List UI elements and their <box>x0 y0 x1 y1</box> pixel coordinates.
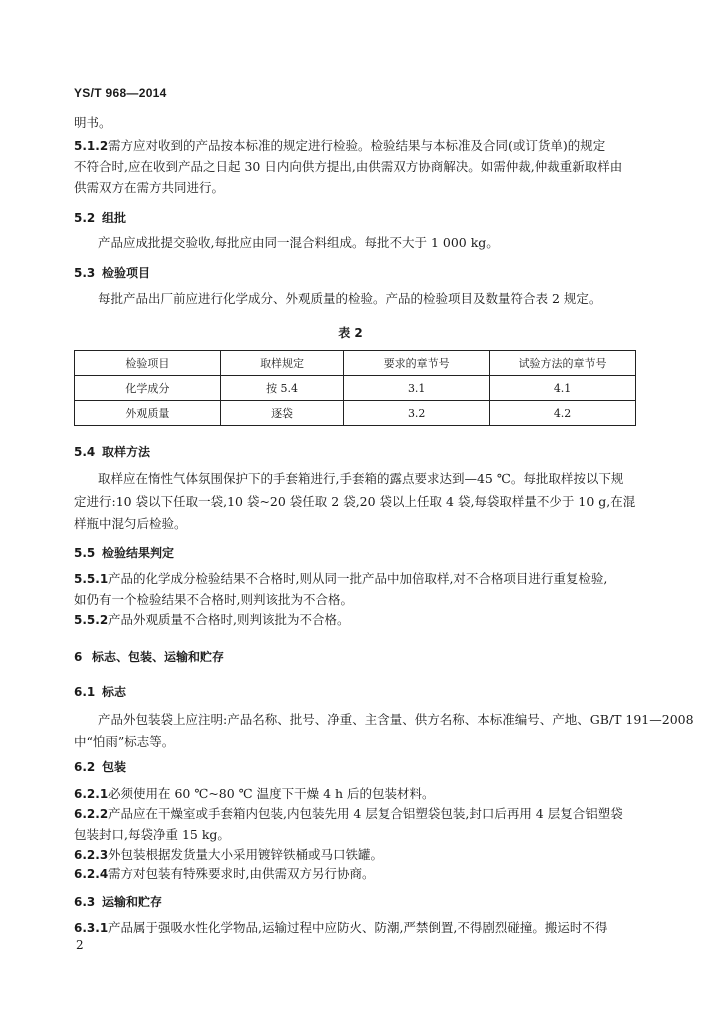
paragraph-line: 产品外观质量不合格时,则判该批为不合格。 <box>107 612 350 627</box>
section-number: 5.5 <box>74 546 96 560</box>
clause-number: 6.3.1 <box>74 921 109 935</box>
paragraph-line: 需方对包装有特殊要求时,由供需双方另行协商。 <box>107 866 375 881</box>
section-heading-6-3 <box>74 894 162 910</box>
table-cell: 3.2 <box>344 401 490 426</box>
paragraph-line: 产品外包装袋上应注明:产品名称、批号、净重、主含量、供方名称、本标准编号、产地、GB/T 191—2008 <box>98 712 694 727</box>
chapter-number: 6 <box>74 650 83 664</box>
clause-number: 6.2.4 <box>74 867 109 881</box>
clause-5-1-2 <box>74 138 605 154</box>
paragraph-line: 每批产品出厂前应进行化学成分、外观质量的检验。产品的检验项目及数量符合表 2 规定。 <box>98 291 602 306</box>
section-title: 取样方法 <box>102 445 151 459</box>
table-caption: 表 2 <box>338 326 363 340</box>
clause-number: 5.1.2 <box>74 139 109 153</box>
table-cell: 4.1 <box>490 376 636 401</box>
table-header-row <box>75 351 636 376</box>
table-cell: 逐袋 <box>220 401 343 426</box>
clause-number: 5.5.1 <box>74 572 109 586</box>
paragraph-line: 需方应对收到的产品按本标准的规定进行检验。检验结果与本标准及合同(或订货单)的规定 <box>107 138 606 153</box>
paragraph-line: 包装封口,每袋净重 15 kg。 <box>74 827 230 842</box>
section-title: 标志 <box>102 685 127 699</box>
paragraph-line: 产品应在干燥室或手套箱内包装,内包装先用 4 层复合铝塑袋包装,封口后再用 4 层复合铝塑袋 <box>107 806 623 821</box>
section-title: 检验项目 <box>102 266 151 280</box>
paragraph-line: 供需双方在需方共同进行。 <box>74 180 225 195</box>
paragraph-line: 取样应在惰性气体氛围保护下的手套箱进行,手套箱的露点要求达到—45 ℃。每批取样按以下规 <box>98 471 624 486</box>
clause-number: 6.2.3 <box>74 848 109 862</box>
section-heading-5-5 <box>74 545 174 561</box>
paragraph-line: 外包装根据发货量大小采用镀锌铁桶或马口铁罐。 <box>107 847 383 862</box>
clause-number: 6.2.1 <box>74 787 109 801</box>
section-heading-6-1 <box>74 684 126 700</box>
paragraph-line: 产品的化学成分检验结果不合格时,则从同一批产品中加倍取样,对不合格项目进行重复检验, <box>107 571 608 586</box>
table-header-cell: 试验方法的章节号 <box>490 351 636 376</box>
paragraph-line: 如仍有一个检验结果不合格时,则判该批为不合格。 <box>74 592 353 607</box>
clause-6-3-1 <box>74 920 607 936</box>
section-title: 运输和贮存 <box>102 895 163 909</box>
paragraph-line: 产品应成批提交验收,每批应由同一混合料组成。每批不大于 1 000 kg。 <box>98 235 499 250</box>
clause-5-5-1 <box>74 571 607 587</box>
clause-6-2-3 <box>74 847 383 863</box>
table-header-cell: 取样规定 <box>220 351 343 376</box>
section-title: 包装 <box>102 760 127 774</box>
table-cell: 按 5.4 <box>220 376 343 401</box>
section-heading-5-2 <box>74 210 126 226</box>
table-header-cell: 要求的章节号 <box>344 351 490 376</box>
paragraph-line: 明书。 <box>74 115 112 130</box>
clause-5-5-2 <box>74 612 349 628</box>
paragraph-line: 必须使用在 60 ℃~80 ℃ 温度下干燥 4 h 后的包装材料。 <box>107 786 435 801</box>
paragraph-line: 产品属于强吸水性化学物品,运输过程中应防火、防潮,严禁倒置,不得剧烈碰撞。搬运时不得 <box>107 920 608 935</box>
clause-6-2-2 <box>74 806 623 822</box>
section-number: 6.3 <box>74 895 96 909</box>
section-number: 5.4 <box>74 445 96 459</box>
table-cell: 外观质量 <box>75 401 221 426</box>
clause-6-2-4 <box>74 866 374 882</box>
table-row <box>75 376 636 401</box>
section-title: 组批 <box>102 211 127 225</box>
paragraph-line: 样瓶中混匀后检验。 <box>74 516 187 531</box>
clause-number: 6.2.2 <box>74 807 109 821</box>
clause-number: 5.5.2 <box>74 613 109 627</box>
section-number: 6.1 <box>74 685 96 699</box>
section-heading-6-2 <box>74 759 126 775</box>
section-heading-5-3 <box>74 265 150 281</box>
section-number: 5.3 <box>74 266 96 280</box>
section-number: 5.2 <box>74 211 96 225</box>
chapter-heading-6 <box>74 649 224 665</box>
section-title: 检验结果判定 <box>102 546 175 560</box>
section-number: 6.2 <box>74 760 96 774</box>
inspection-table <box>74 350 636 426</box>
paragraph-line: 不符合时,应在收到产品之日起 30 日内向供方提出,由供需双方协商解决。如需仲裁,仲裁重新取样由 <box>74 159 623 174</box>
paragraph-line: 定进行:10 袋以下任取一袋,10 袋~20 袋任取 2 袋,20 袋以上任取 4 袋,每袋取样量不少于 10 g,在混 <box>74 494 636 509</box>
paragraph-line: 中“怕雨”标志等。 <box>74 734 175 749</box>
clause-6-2-1 <box>74 786 435 802</box>
table-cell: 化学成分 <box>75 376 221 401</box>
standard-code: YS/T 968—2014 <box>74 86 167 100</box>
table-header-cell: 检验项目 <box>75 351 221 376</box>
table-cell: 4.2 <box>490 401 636 426</box>
page-number: 2 <box>76 938 84 952</box>
section-heading-5-4 <box>74 444 150 460</box>
table-cell: 3.1 <box>344 376 490 401</box>
chapter-title: 标志、包装、运输和贮存 <box>92 650 225 664</box>
table-row <box>75 401 636 426</box>
